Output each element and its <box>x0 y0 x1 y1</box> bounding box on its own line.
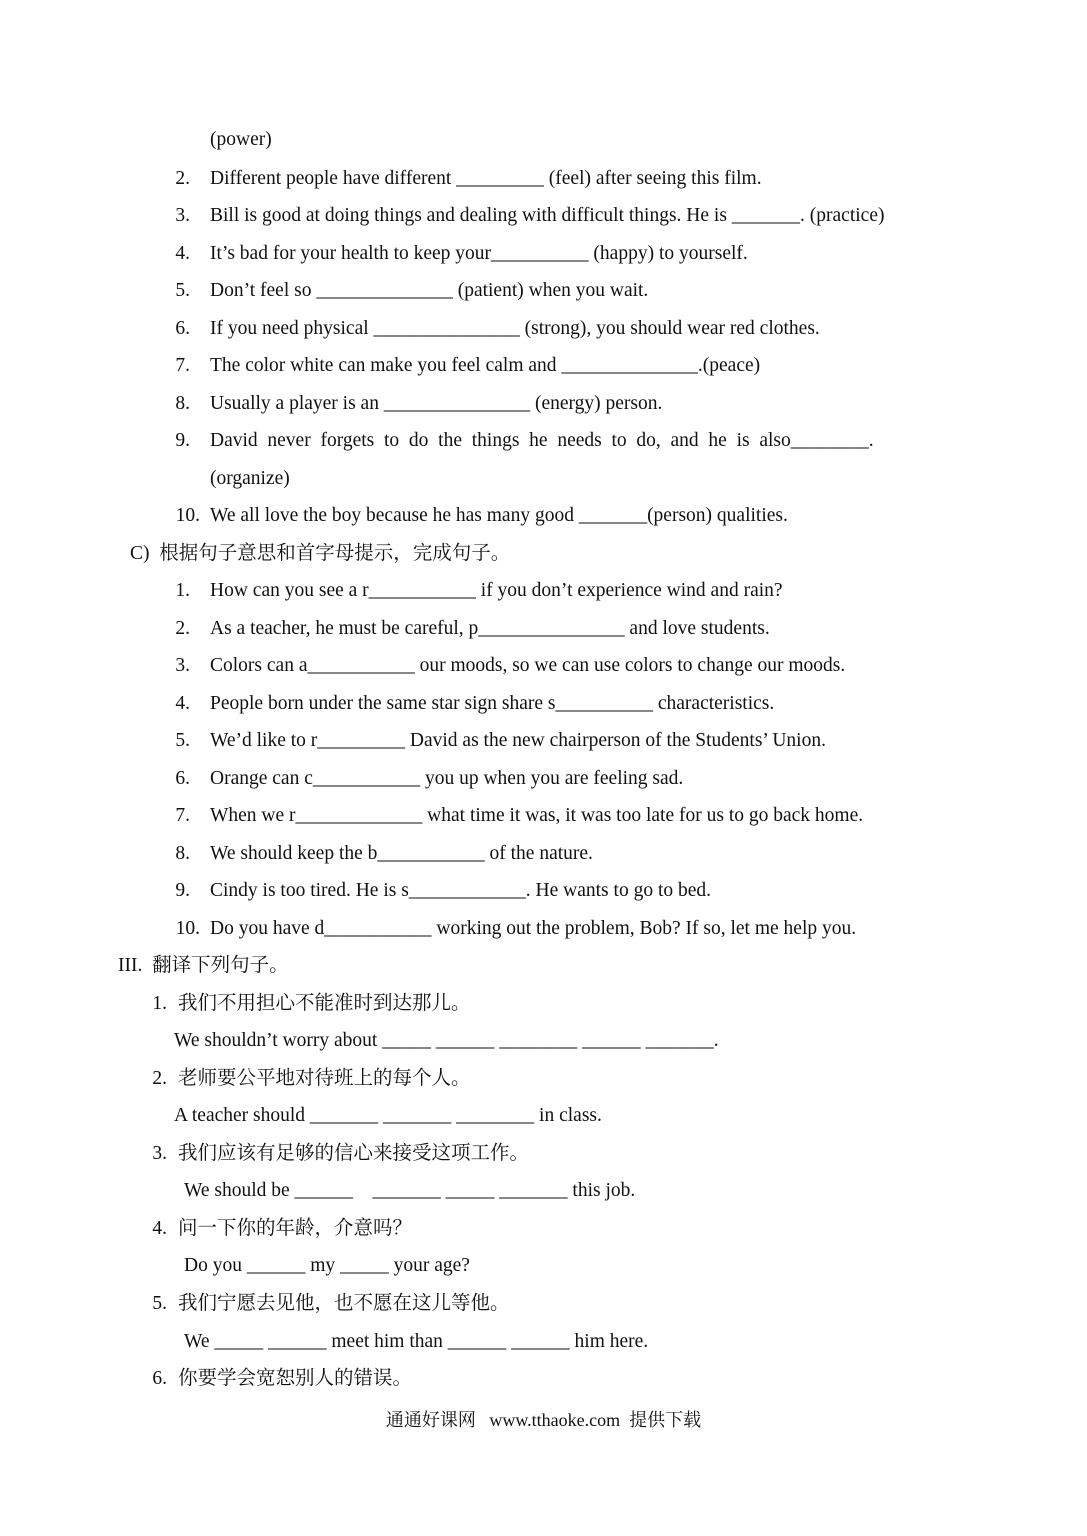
translation-blank-sentence: We shouldn’t worry about _____ ______ ________ ______ _______. <box>174 1030 719 1051</box>
item-number: 2. <box>175 618 190 639</box>
item-number: 4. <box>175 243 190 264</box>
item-number: 7. <box>175 355 190 376</box>
item-number: 6. <box>175 318 190 339</box>
item-number: 5. <box>175 730 190 751</box>
exercise-sentence: Different people have different _________ (feel) after seeing this film. <box>210 168 762 189</box>
item-number: 10. <box>175 505 200 526</box>
item-number: 9. <box>175 430 190 451</box>
exercise-sentence: People born under the same star sign share s__________ characteristics. <box>210 693 775 714</box>
chinese-sentence: 问一下你的年龄，介意吗？ <box>178 1218 413 1239</box>
exercise-sentence: Don’t feel so ______________ (patient) when you wait. <box>210 280 649 301</box>
item-number: 8. <box>175 393 190 414</box>
item-continuation: (power) <box>210 129 272 150</box>
item-number: 3. <box>175 205 190 226</box>
item-number: 4. <box>152 1218 167 1239</box>
exercise-sentence-continuation: (organize) <box>210 468 290 489</box>
exercise-sentence: Cindy is too tired. He is s____________. He wants to go to bed. <box>210 880 712 901</box>
exercise-sentence: Colors can a___________ our moods, so we can use colors to change our moods. <box>210 655 846 676</box>
item-number: 6. <box>175 768 190 789</box>
exercise-sentence: How can you see a r___________ if you don’t experience wind and rain? <box>210 580 783 601</box>
section-c-heading: C) 根据句子意思和首字母提示，完成句子。 <box>130 543 511 564</box>
translation-blank-sentence: We should be ______ _______ _____ _______ this job. <box>184 1180 636 1201</box>
item-number: 8. <box>175 843 190 864</box>
translation-blank-sentence: Do you ______ my _____ your age? <box>184 1255 470 1276</box>
item-number: 4. <box>175 693 190 714</box>
translation-blank-sentence: We _____ ______ meet him than ______ ______ him here. <box>184 1331 649 1352</box>
page-footer: 通通好课网 www.tthaoke.com 提供下载 <box>385 1410 702 1430</box>
exercise-sentence: Orange can c___________ you up when you are feeling sad. <box>210 768 684 789</box>
item-number: 1. <box>175 580 190 601</box>
item-number: 2. <box>175 168 190 189</box>
item-number: 3. <box>175 655 190 676</box>
item-number: 5. <box>152 1293 167 1314</box>
exercise-sentence: The color white can make you feel calm and ______________.(peace) <box>210 355 761 376</box>
exercise-sentence: We should keep the b___________ of the nature. <box>210 843 593 864</box>
exercise-sentence: Usually a player is an _______________ (energy) person. <box>210 393 663 414</box>
exercise-sentence: David never forgets to do the things he needs to do, and he is also________. <box>210 430 874 451</box>
exercise-sentence: When we r_____________ what time it was, it was too late for us to go back home. <box>210 805 864 826</box>
chinese-sentence: 我们应该有足够的信心来接受这项工作。 <box>178 1143 530 1164</box>
translation-blank-sentence: A teacher should _______ _______ ________ in class. <box>174 1105 602 1126</box>
chinese-sentence: 我们不用担心不能准时到达那儿。 <box>178 993 471 1014</box>
item-number: 1. <box>152 993 167 1014</box>
item-number: 6. <box>152 1368 167 1389</box>
exercise-sentence: Bill is good at doing things and dealing with difficult things. He is _______. (practice) <box>210 205 885 226</box>
item-number: 7. <box>175 805 190 826</box>
exercise-sentence: If you need physical _______________ (strong), you should wear red clothes. <box>210 318 820 339</box>
exercise-sentence: We all love the boy because he has many good _______(person) qualities. <box>210 505 788 526</box>
chinese-sentence: 我们宁愿去见他，也不愿在这儿等他。 <box>178 1293 510 1314</box>
exercise-sentence: It’s bad for your health to keep your__________ (happy) to yourself. <box>210 243 748 264</box>
section-iii-heading: III. 翻译下列句子。 <box>118 955 289 976</box>
exercise-sentence: As a teacher, he must be careful, p_______________ and love students. <box>210 618 770 639</box>
item-number: 2. <box>152 1068 167 1089</box>
exercise-sentence: We’d like to r_________ David as the new chairperson of the Students’ Union. <box>210 730 826 751</box>
item-number: 10. <box>175 918 200 939</box>
exercise-sentence: Do you have d___________ working out the problem, Bob? If so, let me help you. <box>210 918 857 939</box>
chinese-sentence: 你要学会宽恕别人的错误。 <box>178 1368 413 1389</box>
item-number: 9. <box>175 880 190 901</box>
item-number: 5. <box>175 280 190 301</box>
chinese-sentence: 老师要公平地对待班上的每个人。 <box>178 1068 471 1089</box>
item-number: 3. <box>152 1143 167 1164</box>
